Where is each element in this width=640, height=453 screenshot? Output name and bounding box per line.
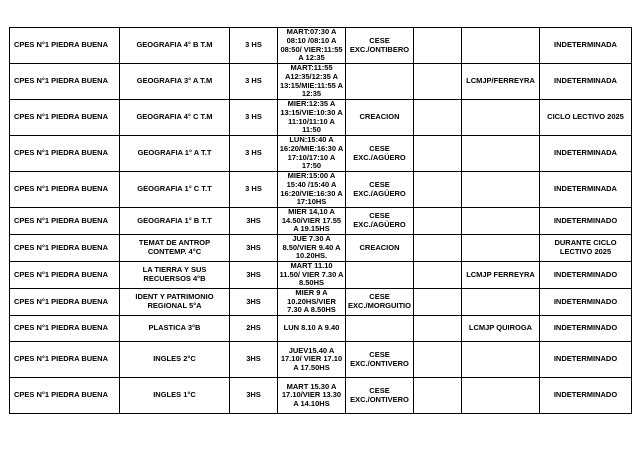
schedule-cell: JUE 7.30 A 8.50/VIER 9.40 A 10.20HS. [278, 235, 346, 262]
table-row [10, 316, 632, 342]
schedule-cell: JUEV15.40 A 17.10/ VIER 17.10 A 17.50HS [278, 342, 346, 378]
schedule-cell: MART:11:55 A12:35/12:35 A 13:15/MIE:11:55 A 12:35 [278, 64, 346, 100]
extra-cell [414, 342, 462, 378]
teacher-cell [462, 342, 540, 378]
duration-cell: INDETERMINADA [540, 172, 632, 208]
school-cell: CPES N°1 PIEDRA BUENA [10, 64, 120, 100]
extra-cell [414, 235, 462, 262]
subject-cell: GEOGRAFIA 1° C T.T [120, 172, 230, 208]
extra-cell [414, 100, 462, 136]
schedule-cell: LUN:15:40 A 16:20/MIE:16:30 A 17:10/17:10 A 17:50 [278, 136, 346, 172]
schedule-cell: MIER:12:35 A 13:15/VIE:10:30 A 11:10/11:10 A 11:50 [278, 100, 346, 136]
table-row [10, 235, 632, 262]
duration-cell: INDETERMINADA [540, 28, 632, 64]
subject-cell: INGLES 2°C [120, 342, 230, 378]
table-row [10, 289, 632, 316]
extra-cell [414, 136, 462, 172]
schedule-cell: MART 15.30 A 17.10/VIER 13.30 A 14.10HS [278, 378, 346, 414]
status-cell: CESE EXC./ONTIBERO [346, 28, 414, 64]
status-cell: CESE EXC./AGÜERO [346, 208, 414, 235]
subject-cell: LA TIERRA Y SUS RECUERSOS 4°B [120, 262, 230, 289]
table-row [10, 64, 632, 100]
schedule-cell: MART:07:30 A 08:10 /08:10 A 08:50/ VIER:11:55 A 12:35 [278, 28, 346, 64]
school-cell: CPES N°1 PIEDRA BUENA [10, 28, 120, 64]
subject-cell: GEOGRAFIA 1° A T.T [120, 136, 230, 172]
duration-cell: INDETERMINADO [540, 342, 632, 378]
school-cell: CPES N°1 PIEDRA BUENA [10, 316, 120, 342]
teacher-cell [462, 289, 540, 316]
status-cell: CESE EXC./ONTIVERO [346, 342, 414, 378]
hours-cell: 3 HS [230, 172, 278, 208]
school-cell: CPES N°1 PIEDRA BUENA [10, 136, 120, 172]
table-row [10, 100, 632, 136]
table-row [10, 172, 632, 208]
school-cell: CPES N°1 PIEDRA BUENA [10, 208, 120, 235]
duration-cell: INDETERMINADO [540, 378, 632, 414]
schedule-cell: MIER:15:00 A 15:40 /15:40 A 16:20/VIE:16:30 A 17:10HS [278, 172, 346, 208]
schedule-cell: MIER 9 A 10.20HS/VIER 7.30 A 8.50HS [278, 289, 346, 316]
schedule-cell: LUN 8.10 A 9.40 [278, 316, 346, 342]
subject-cell: IDENT Y PATRIMONIO REGIONAL 5°A [120, 289, 230, 316]
hours-cell: 3HS [230, 289, 278, 316]
table-row [10, 28, 632, 64]
subject-cell: GEOGRAFIA 3° A T.M [120, 64, 230, 100]
status-cell: CESE EXC./ONTIVERO [346, 378, 414, 414]
duration-cell: INDETERMINADO [540, 289, 632, 316]
teacher-cell: LCMJP/FERREYRA [462, 64, 540, 100]
extra-cell [414, 28, 462, 64]
hours-cell: 3HS [230, 378, 278, 414]
hours-cell: 3 HS [230, 100, 278, 136]
school-cell: CPES N°1 PIEDRA BUENA [10, 235, 120, 262]
duration-cell: CICLO LECTIVO 2025 [540, 100, 632, 136]
school-cell: CPES N°1 PIEDRA BUENA [10, 289, 120, 316]
extra-cell [414, 289, 462, 316]
subject-cell: TEMAT DE ANTROP CONTEMP. 4°C [120, 235, 230, 262]
teacher-cell: LCMJP FERREYRA [462, 262, 540, 289]
teacher-cell [462, 378, 540, 414]
table-row [10, 208, 632, 235]
table-body [10, 28, 632, 414]
subject-cell: PLASTICA 3°B [120, 316, 230, 342]
hours-cell: 3HS [230, 342, 278, 378]
status-cell [346, 64, 414, 100]
hours-cell: 3HS [230, 262, 278, 289]
status-cell: CESE EXC./MORGUITIO [346, 289, 414, 316]
extra-cell [414, 262, 462, 289]
table-row [10, 262, 632, 289]
subject-cell: GEOGRAFIA 4° C T.M [120, 100, 230, 136]
status-cell: CESE EXC./AGÜERO [346, 136, 414, 172]
teacher-cell: LCMJP QUIROGA [462, 316, 540, 342]
teacher-cell [462, 172, 540, 208]
hours-cell: 3 HS [230, 28, 278, 64]
schedule-cell: MIER 14,10 A 14.50/VIER 17.55 A 19.15HS [278, 208, 346, 235]
teacher-cell [462, 136, 540, 172]
hours-cell: 3 HS [230, 136, 278, 172]
status-cell: CREACION [346, 100, 414, 136]
schedule-cell: MART 11.10 11.50/ VIER 7.30 A 8.50HS [278, 262, 346, 289]
hours-cell: 2HS [230, 316, 278, 342]
table-row [10, 342, 632, 378]
hours-cell: 3HS [230, 235, 278, 262]
hours-cell: 3HS [230, 208, 278, 235]
duration-cell: INDETERMINADO [540, 316, 632, 342]
teacher-cell [462, 28, 540, 64]
extra-cell [414, 378, 462, 414]
duration-cell: INDETERMINADA [540, 64, 632, 100]
assignment-table [9, 27, 632, 414]
status-cell: CESE EXC./AGÜERO [346, 172, 414, 208]
duration-cell: DURANTE CICLO LECTIVO 2025 [540, 235, 632, 262]
duration-cell: INDETERMINADO [540, 262, 632, 289]
duration-cell: INDETERMINADA [540, 136, 632, 172]
subject-cell: INGLES 1°C [120, 378, 230, 414]
extra-cell [414, 208, 462, 235]
school-cell: CPES N°1 PIEDRA BUENA [10, 262, 120, 289]
subject-cell: GEOGRAFIA 4° B T.M [120, 28, 230, 64]
extra-cell [414, 172, 462, 208]
table-row [10, 136, 632, 172]
extra-cell [414, 316, 462, 342]
table-row [10, 378, 632, 414]
extra-cell [414, 64, 462, 100]
status-cell [346, 262, 414, 289]
teacher-cell [462, 100, 540, 136]
hours-cell: 3 HS [230, 64, 278, 100]
school-cell: CPES N°1 PIEDRA BUENA [10, 342, 120, 378]
school-cell: CPES N°1 PIEDRA BUENA [10, 100, 120, 136]
school-cell: CPES N°1 PIEDRA BUENA [10, 378, 120, 414]
school-cell: CPES N°1 PIEDRA BUENA [10, 172, 120, 208]
duration-cell: INDETERMINADO [540, 208, 632, 235]
teacher-cell [462, 208, 540, 235]
status-cell: CREACION [346, 235, 414, 262]
status-cell [346, 316, 414, 342]
teacher-cell [462, 235, 540, 262]
subject-cell: GEOGRAFIA 1° B T.T [120, 208, 230, 235]
